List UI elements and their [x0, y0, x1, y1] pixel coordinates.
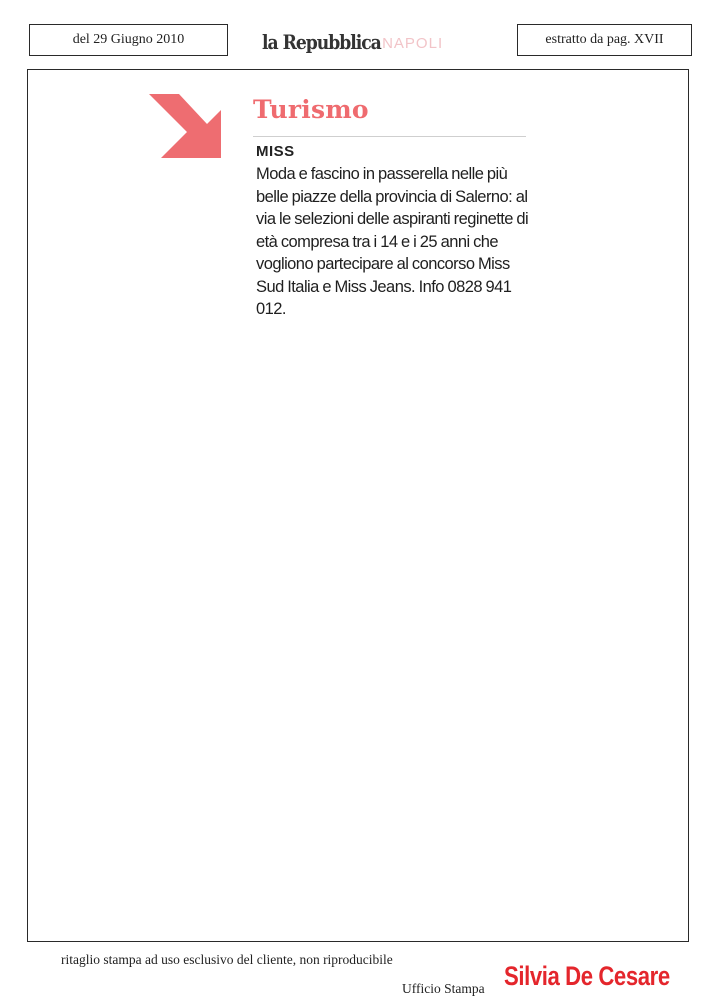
masthead-name: la Repubblica	[262, 30, 381, 54]
section-title: Turismo	[253, 95, 369, 124]
clipping-disclaimer: ritaglio stampa ad uso esclusivo del cliente, non riproducibile	[61, 952, 393, 967]
masthead-edition: NAPOLI	[382, 35, 444, 52]
office-label: Ufficio Stampa	[402, 981, 485, 996]
newspaper-masthead	[262, 22, 482, 54]
page-reference-box	[517, 24, 692, 56]
section-divider	[253, 136, 526, 137]
office-name: Silvia De Cesare	[504, 961, 670, 991]
article-body: Moda e fascino in passerella nelle più belle piazze della provincia di Salerno: al via le selezioni delle aspiranti reginette di età compresa tra i 14 e i 25 anni che vogliono partecipare al concorso Miss Sud Italia e Miss Jeans. Info 0828 941 012.	[256, 165, 529, 318]
clipping-date: del 29 Giugno 2010	[72, 32, 185, 47]
article-kicker: MISS	[256, 143, 295, 160]
chevron-arrow-icon	[147, 92, 225, 160]
date-box	[29, 24, 228, 56]
page-reference: estratto da pag. XVII	[545, 32, 664, 47]
